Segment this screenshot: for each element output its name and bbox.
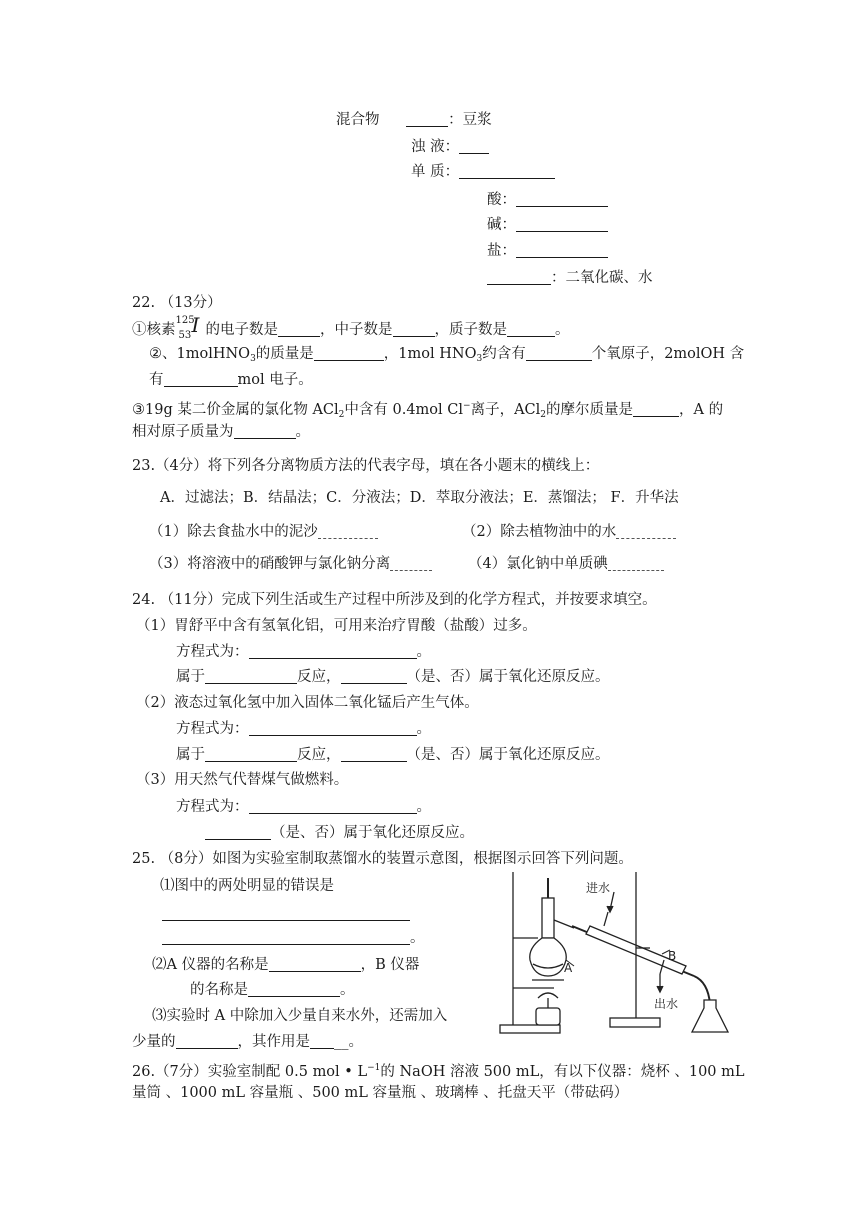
burner-flame [538, 993, 558, 998]
element-blank[interactable] [459, 164, 555, 179]
reaction-type2-blank[interactable] [205, 747, 297, 762]
q25-header: 25. （8分）如图为实验室制取蒸馏水的装置示意图，根据图示回答下列问题。 [132, 851, 633, 867]
q24-text: 属于 [176, 747, 205, 763]
q22-text: ，1mol HNO [383, 346, 477, 362]
base-label: 碱： [487, 217, 516, 233]
q25-text: 。 [348, 1034, 363, 1050]
q25-p3: ⑶实验时 A 中除加入少量自来水外，还需加入 [152, 1008, 448, 1024]
q24-s1: （1）胃舒平中含有氢氧化铝，可用来治疗胃酸（盐酸）过多。 [136, 618, 537, 634]
q22-text: 。 [555, 322, 570, 338]
q22-line1 [132, 313, 570, 341]
q26-line2: 量筒 、1000 mL 容量瓶 、500 mL 容量瓶 、玻璃棒 、托盘天平（带砝码） [132, 1085, 629, 1101]
distillation-apparatus-figure [494, 868, 736, 1038]
q23-options: A．过滤法；B．结晶法；C．分液法；D．萃取分液法；E．蒸馏法； F．升华法 [160, 490, 679, 506]
subscript: 2 [338, 410, 345, 420]
suspension-blank[interactable] [459, 139, 489, 154]
q24-type1 [176, 667, 610, 687]
redox2-blank[interactable] [341, 747, 407, 762]
q24-text: 。 [416, 721, 431, 737]
subscript: 2 [540, 410, 547, 420]
q25-text: 的名称是 [190, 982, 248, 998]
q24-text: 反应， [297, 669, 341, 685]
redox3-blank[interactable] [205, 825, 271, 840]
instrument-b-blank[interactable] [248, 982, 340, 997]
additive-blank[interactable] [176, 1034, 238, 1049]
q24-s3: （3）用天然气代替煤气做燃料。 [136, 772, 349, 788]
q24-text: 方程式为： [176, 644, 249, 660]
q23-text: （2）除去植物油中的水 [462, 524, 617, 540]
base-blank[interactable] [516, 217, 608, 232]
q24-text: 方程式为： [176, 721, 249, 737]
q24-text: 。 [416, 644, 431, 660]
q22-text: 。 [295, 424, 310, 440]
salt-line [487, 241, 608, 261]
q22-text: 个氧原子，2molOH 含 [591, 346, 745, 362]
q22-text: ②、1molHNO [149, 346, 251, 362]
q23-answer3-blank[interactable] [390, 556, 432, 571]
equation3-blank[interactable] [249, 799, 417, 814]
suspension-label: 浊 液： [411, 139, 460, 155]
q23-text: （1）除去食盐水中的泥沙 [149, 524, 318, 540]
nuclide-symbol [175, 313, 206, 341]
inlet-arrowhead [607, 906, 613, 912]
q25-p2 [152, 955, 419, 975]
electron-count-blank[interactable] [278, 322, 320, 337]
q22-text: 离子，ACl [470, 402, 541, 418]
colloid-blank[interactable] [406, 112, 448, 127]
element-line [411, 162, 555, 182]
water-in-label: 进水 [586, 881, 611, 895]
superscript: − [463, 401, 471, 411]
element-label: 单 质： [411, 164, 460, 180]
q22-text: ③19g 某二价金属的氯化物 ACl [132, 402, 339, 418]
flask-neck [542, 898, 554, 938]
colloid-example: ：豆浆 [448, 112, 492, 128]
q22-text: 相对原子质量为 [132, 424, 234, 440]
q24-eq1 [176, 642, 431, 662]
q23-part1 [149, 522, 378, 542]
acid-label: 酸： [487, 192, 516, 208]
element-symbol: I [191, 313, 200, 337]
q22-text: 有 [149, 372, 164, 388]
q23-header: 23.（4分）将下列各分离物质方法的代表字母，填在各小题末的横线上： [132, 458, 600, 474]
q22-line2 [149, 344, 744, 369]
q22-text: ，A 的 [679, 402, 724, 418]
q23-part2 [462, 522, 676, 542]
q24-text: 属于 [176, 669, 205, 685]
oxide-example: ：二氧化碳、水 [551, 270, 653, 286]
q24-eq3 [176, 797, 431, 817]
q24-eq2 [176, 719, 431, 739]
mixture-label: 混合物 [336, 112, 380, 128]
q25-text: ⑵A 仪器的名称是 [152, 957, 269, 973]
q25-blank-line2 [162, 928, 425, 948]
purpose-blank[interactable] [310, 1034, 334, 1049]
q22-text: ，质子数是 [434, 322, 507, 338]
oxide-blank[interactable] [487, 270, 551, 285]
water-out-label: 出水 [654, 997, 679, 1011]
subscript: 3 [250, 354, 256, 364]
equation2-blank[interactable] [249, 721, 417, 736]
q23-text: （3）将溶液中的硝酸钾与氯化钠分离 [149, 556, 391, 572]
left-stand-base [500, 1025, 560, 1033]
q23-answer4-blank[interactable] [608, 556, 664, 571]
oxide-line [487, 268, 653, 288]
atomic-mass-blank[interactable] [234, 424, 296, 439]
salt-blank[interactable] [516, 243, 608, 258]
q22-header: 22. （13分） [132, 295, 222, 311]
proton-count-blank[interactable] [507, 322, 555, 337]
q24-text: （是、否）属于氧化还原反应。 [406, 669, 610, 685]
atomic-number: 53 [178, 330, 192, 341]
q25-text: __ [334, 1034, 349, 1050]
q26-text: 的 NaOH 溶液 500 mL，有以下仪器：烧杯 、100 mL [380, 1064, 745, 1080]
outlet-arrowhead [657, 986, 663, 992]
mass-number: 125 [175, 315, 195, 326]
receiving-flask [692, 1000, 728, 1032]
acid-line [487, 190, 608, 210]
q25-text: 。 [340, 982, 355, 998]
equation1-blank[interactable] [249, 644, 417, 659]
q22-line5 [132, 422, 310, 442]
superscript: −1 [367, 1063, 381, 1073]
label-a: A [564, 961, 573, 975]
q24-type2 [176, 745, 610, 765]
error2-blank[interactable] [162, 930, 410, 945]
q22-text: ，中子数是 [320, 322, 393, 338]
q24-redox3 [205, 823, 474, 843]
q22-text: mol 电子。 [237, 372, 313, 388]
q22-line4 [132, 396, 723, 425]
q26-line1 [132, 1058, 745, 1082]
q22-text: 的摩尔质量是 [546, 402, 634, 418]
q25-blank-line1 [162, 904, 410, 924]
flask-side-arm [554, 920, 574, 928]
q23-text: （4）氯化钠中单质碘 [468, 556, 608, 572]
q25-p3b [132, 1032, 363, 1052]
q25-text: 。 [410, 930, 425, 946]
water-inlet [604, 912, 608, 926]
q23-part3 [149, 554, 432, 574]
error1-blank[interactable] [162, 906, 410, 921]
q23-part4 [468, 554, 664, 574]
q24-text: 。 [416, 799, 431, 815]
q24-header: 24. （11分）完成下列生活或生产过程中所涉及到的化学方程式，并按要求填空。 [132, 592, 657, 608]
q25-p2b [190, 980, 355, 1000]
q26-text: 26.（7分）实验室制配 0.5 mol • L [132, 1064, 368, 1080]
q22-text: ①核素 [132, 322, 176, 338]
salt-label: 盐： [487, 243, 516, 259]
hno3-mass-blank[interactable] [314, 346, 384, 361]
reaction-type1-blank[interactable] [205, 669, 297, 684]
q25-text: ，其作用是 [237, 1034, 310, 1050]
base-line [487, 215, 608, 235]
flask-a [530, 938, 567, 976]
q25-text: ，B 仪器 [360, 957, 420, 973]
label-b: B [668, 949, 677, 963]
suspension-line [411, 137, 489, 157]
molar-mass-blank[interactable] [633, 402, 679, 417]
acid-blank[interactable] [516, 192, 608, 207]
q25-p1: ⑴图中的两处明显的错误是 [160, 878, 334, 894]
classification-mixture-line [336, 110, 492, 130]
q23-answer1-blank[interactable] [318, 524, 378, 539]
q24-s2: （2）液态过氧化氢中加入固体二氧化锰后产生气体。 [136, 695, 479, 711]
q22-text: 中含有 0.4mol Cl [344, 402, 464, 418]
neutron-count-blank[interactable] [393, 322, 435, 337]
instrument-a-blank[interactable] [269, 957, 361, 972]
q22-text: 的电子数是 [205, 322, 278, 338]
q22-text: 约含有 [482, 346, 526, 362]
subscript: 3 [476, 354, 483, 364]
q24-text: （是、否）属于氧化还原反应。 [271, 825, 474, 841]
q24-text: 方程式为： [176, 799, 249, 815]
q24-text: （是、否）属于氧化还原反应。 [406, 747, 610, 763]
right-stand-base [610, 1018, 660, 1027]
q24-text: 反应， [297, 747, 341, 763]
q22-text: 的质量是 [255, 346, 314, 362]
electron-mol-blank[interactable] [164, 372, 238, 387]
redox1-blank[interactable] [341, 669, 407, 684]
q22-line3 [149, 370, 313, 390]
alcohol-lamp [536, 1008, 560, 1025]
q23-answer2-blank[interactable] [616, 524, 676, 539]
oxygen-atoms-blank[interactable] [526, 346, 592, 361]
q25-text: 少量的 [132, 1034, 176, 1050]
